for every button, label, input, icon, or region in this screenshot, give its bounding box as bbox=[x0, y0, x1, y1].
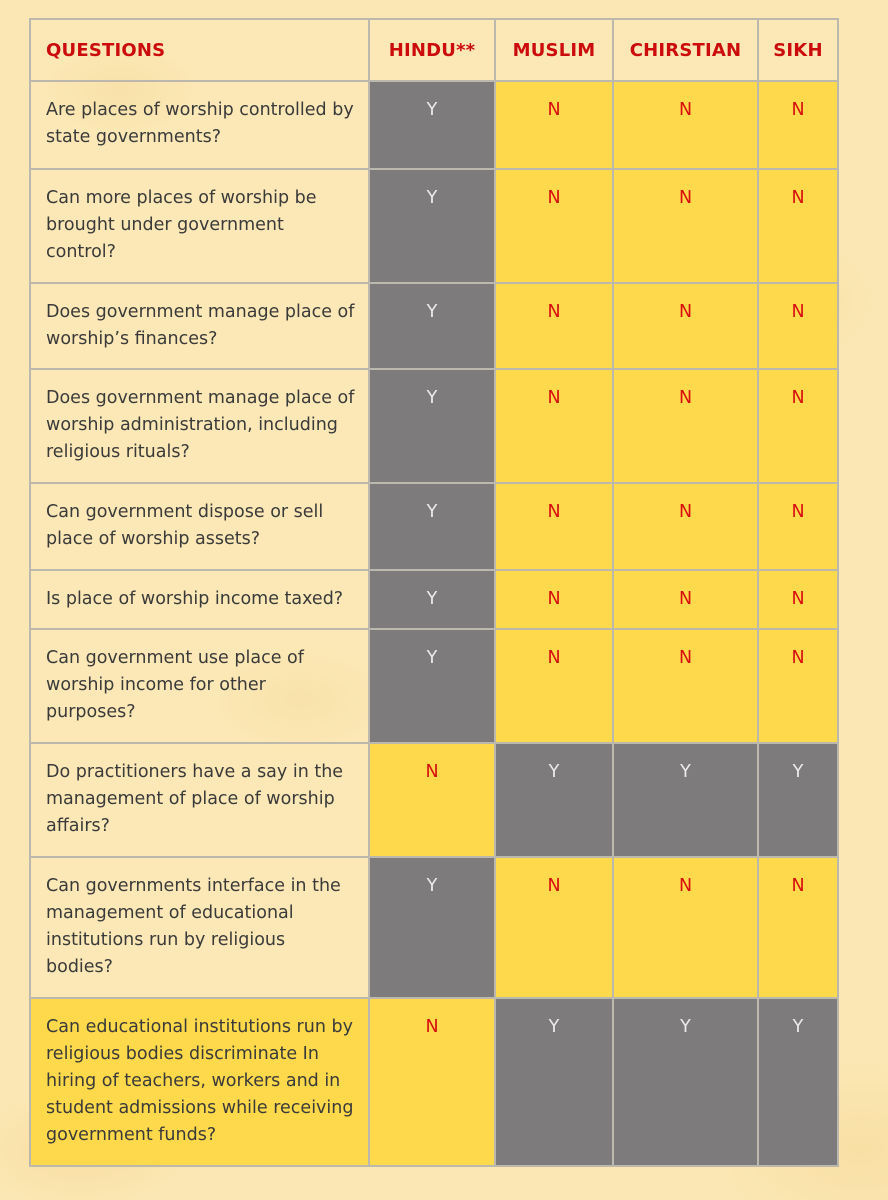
answer-hindu: Y bbox=[369, 81, 495, 169]
answer-hindu: Y bbox=[369, 629, 495, 743]
answer-sikh: Y bbox=[758, 998, 838, 1166]
answer-sikh: N bbox=[758, 283, 838, 369]
question-cell: Are places of worship controlled by state governments? bbox=[30, 81, 369, 169]
answer-muslim: N bbox=[495, 483, 613, 570]
answer-muslim: N bbox=[495, 570, 613, 629]
table-row bbox=[30, 283, 838, 369]
question-cell: Is place of worship income taxed? bbox=[30, 570, 369, 629]
answer-christian: N bbox=[613, 483, 758, 570]
table-row bbox=[30, 369, 838, 483]
answer-sikh: Y bbox=[758, 743, 838, 857]
comparison-table-container bbox=[29, 18, 837, 1167]
answer-muslim: Y bbox=[495, 998, 613, 1166]
answer-sikh: N bbox=[758, 169, 838, 283]
question-cell: Does government manage place of worship’s finances? bbox=[30, 283, 369, 369]
question-cell: Do practitioners have a say in the management of place of worship affairs? bbox=[30, 743, 369, 857]
answer-muslim: Y bbox=[495, 743, 613, 857]
header-christian: CHIRSTIAN bbox=[613, 19, 758, 81]
answer-sikh: N bbox=[758, 81, 838, 169]
answer-christian: N bbox=[613, 283, 758, 369]
header-hindu: HINDU** bbox=[369, 19, 495, 81]
header-muslim: MUSLIM bbox=[495, 19, 613, 81]
answer-christian: N bbox=[613, 570, 758, 629]
answer-christian: N bbox=[613, 81, 758, 169]
table-row bbox=[30, 169, 838, 283]
answer-christian: Y bbox=[613, 743, 758, 857]
answer-sikh: N bbox=[758, 570, 838, 629]
table-row bbox=[30, 857, 838, 998]
answer-christian: N bbox=[613, 629, 758, 743]
table-row bbox=[30, 483, 838, 570]
answer-muslim: N bbox=[495, 283, 613, 369]
table-row bbox=[30, 743, 838, 857]
header-questions: QUESTIONS bbox=[30, 19, 369, 81]
question-cell: Can educational institutions run by religious bodies discriminate In hiring of teachers, workers and in student admissions while receiving government funds? bbox=[30, 998, 369, 1166]
answer-christian: N bbox=[613, 857, 758, 998]
worship-control-table bbox=[29, 18, 839, 1167]
table-row bbox=[30, 998, 838, 1166]
question-cell: Does government manage place of worship administration, including religious rituals? bbox=[30, 369, 369, 483]
question-cell: Can governments interface in the management of educational institutions run by religious bodies? bbox=[30, 857, 369, 998]
question-cell: Can government use place of worship income for other purposes? bbox=[30, 629, 369, 743]
header-sikh: SIKH bbox=[758, 19, 838, 81]
answer-hindu: Y bbox=[369, 369, 495, 483]
answer-muslim: N bbox=[495, 169, 613, 283]
answer-muslim: N bbox=[495, 369, 613, 483]
answer-sikh: N bbox=[758, 629, 838, 743]
answer-hindu: Y bbox=[369, 169, 495, 283]
answer-hindu: N bbox=[369, 743, 495, 857]
answer-christian: N bbox=[613, 169, 758, 283]
answer-christian: N bbox=[613, 369, 758, 483]
answer-muslim: N bbox=[495, 81, 613, 169]
question-cell: Can more places of worship be brought under government control? bbox=[30, 169, 369, 283]
answer-hindu: Y bbox=[369, 857, 495, 998]
answer-muslim: N bbox=[495, 857, 613, 998]
header-row bbox=[30, 19, 838, 81]
question-cell: Can government dispose or sell place of worship assets? bbox=[30, 483, 369, 570]
answer-hindu: Y bbox=[369, 483, 495, 570]
answer-christian: Y bbox=[613, 998, 758, 1166]
answer-hindu: N bbox=[369, 998, 495, 1166]
table-row bbox=[30, 629, 838, 743]
table-row bbox=[30, 81, 838, 169]
answer-sikh: N bbox=[758, 483, 838, 570]
answer-sikh: N bbox=[758, 857, 838, 998]
answer-hindu: Y bbox=[369, 283, 495, 369]
table-row bbox=[30, 570, 838, 629]
answer-hindu: Y bbox=[369, 570, 495, 629]
answer-muslim: N bbox=[495, 629, 613, 743]
answer-sikh: N bbox=[758, 369, 838, 483]
